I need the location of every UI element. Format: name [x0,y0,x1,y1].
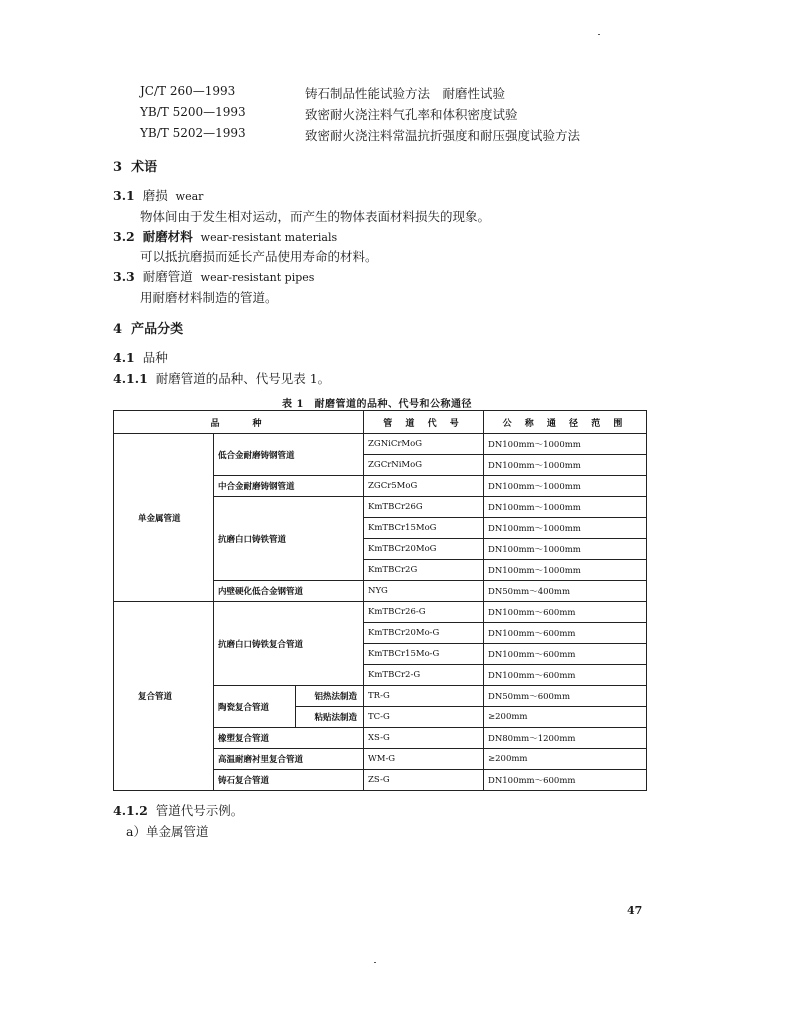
header-code: 管 道 代 号 [364,411,484,434]
table-row [114,602,647,623]
term-3-2-number: 3.2 [113,229,135,244]
dn-cell: DN100mm～600mm [484,644,647,665]
variety-nitrided: 内壁硬化低合金钢管道 [214,581,364,602]
variety-white-iron: 抗磨白口铸铁管道 [214,497,364,581]
list-item-a: a）单金属管道 [126,824,209,839]
scan-speck [374,962,376,963]
term-3-1-heading [113,186,203,204]
term-3-2-definition: 可以抵抗磨损而延长产品使用寿命的材料。 [140,249,378,264]
code-cell: KmTBCr20Mo-G [364,623,484,644]
section-4-1-2-text: 管道代号示例。 [155,803,244,818]
code-cell: NYG [364,581,484,602]
code-cell: WM-G [364,749,484,770]
scan-speck [598,34,600,35]
ceramic-sub-bonded: 粘贴法制造 [296,707,364,728]
class-composite: 复合管道 [114,602,214,791]
dn-cell: DN100mm～1000mm [484,434,647,455]
dn-cell: DN100mm～600mm [484,665,647,686]
variety-mid-alloy: 中合金耐磨铸钢管道 [214,476,364,497]
section-3-number: 3 [113,160,123,175]
table-caption: 表 1 耐磨管道的品种、代号和公称通径 [282,399,472,410]
dn-cell: ≥200mm [484,749,647,770]
section-3-title: 术语 [131,160,158,175]
dn-cell: DN50mm～600mm [484,686,647,707]
variety-cast-stone: 铸石复合管道 [214,770,364,791]
header-variety: 品 种 [114,411,364,434]
term-3-2-en: wear-resistant materials [200,231,338,244]
code-cell: ZGNiCrMoG [364,434,484,455]
table-header-row [114,411,647,434]
variety-rubber: 橡塑复合管道 [214,728,364,749]
term-3-1-definition: 物体间由于发生相对运动，而产生的物体表面材料损失的现象。 [140,209,491,224]
section-4-title: 产品分类 [131,322,184,337]
ceramic-sub-aluminothermic: 铝热法制造 [296,686,364,707]
pipe-variety-table [113,410,647,791]
ref-code-3: YB/T 5202—1993 [140,126,246,140]
dn-cell: DN100mm～1000mm [484,455,647,476]
section-4-1-number: 4.1 [113,350,135,365]
dn-cell: DN100mm～600mm [484,602,647,623]
ref-title-3: 致密耐火浇注料常温抗折强度和耐压强度试验方法 [305,128,581,143]
header-dn: 公 称 通 径 范 围 [484,411,647,434]
term-3-3-heading [113,267,314,285]
section-4-1-1-text: 耐磨管道的品种、代号见表 1。 [155,371,331,386]
ref-code-1: JC/T 260—1993 [140,84,236,98]
section-4-number: 4 [113,322,123,337]
ref-title-1: 铸石制品性能试验方法 耐磨性试验 [305,86,506,101]
section-4-heading [113,318,183,337]
section-4-1-title: 品种 [142,350,168,365]
variety-refractory: 高温耐磨衬里复合管道 [214,749,364,770]
code-cell: KmTBCr2-G [364,665,484,686]
term-3-3-definition: 用耐磨材料制造的管道。 [140,290,278,305]
section-4-1-1-number: 4.1.1 [113,371,148,386]
code-cell: TC-G [364,707,484,728]
term-3-3-number: 3.3 [113,269,135,284]
variety-low-alloy: 低合金耐磨铸钢管道 [214,434,364,476]
dn-cell: DN100mm～600mm [484,623,647,644]
dn-cell: DN50mm～400mm [484,581,647,602]
class-single-metal: 单金属管道 [114,434,214,602]
page-number: 47 [627,904,643,917]
dn-cell: DN100mm～1000mm [484,497,647,518]
section-4-1-1-heading [113,369,330,387]
code-cell: TR-G [364,686,484,707]
dn-cell: DN100mm～600mm [484,770,647,791]
code-cell: KmTBCr26-G [364,602,484,623]
dn-cell: DN100mm～1000mm [484,518,647,539]
ref-code-2: YB/T 5200—1993 [140,105,246,119]
term-3-3-term: 耐磨管道 [142,269,193,284]
code-cell: XS-G [364,728,484,749]
term-3-2-term: 耐磨材料 [142,229,193,244]
dn-cell: ≥200mm [484,707,647,728]
code-cell: KmTBCr26G [364,497,484,518]
dn-cell: DN80mm～1200mm [484,728,647,749]
code-cell: KmTBCr15MoG [364,518,484,539]
section-4-1-2-number: 4.1.2 [113,803,148,818]
code-cell: KmTBCr15Mo-G [364,644,484,665]
term-3-2-heading [113,227,337,245]
code-cell: KmTBCr2G [364,560,484,581]
code-cell: ZS-G [364,770,484,791]
term-3-1-number: 3.1 [113,188,135,203]
table-row [114,434,647,455]
code-cell: KmTBCr20MoG [364,539,484,560]
section-4-1-2-heading [113,801,243,819]
term-3-3-en: wear-resistant pipes [200,271,315,284]
code-cell: ZGCrNiMoG [364,455,484,476]
ref-title-2: 致密耐火浇注料气孔率和体积密度试验 [305,107,518,122]
dn-cell: DN100mm～1000mm [484,539,647,560]
code-cell: ZGCr5MoG [364,476,484,497]
variety-white-iron-composite: 抗磨白口铸铁复合管道 [214,602,364,686]
variety-ceramic: 陶瓷复合管道 [214,686,296,728]
section-4-1-heading [113,348,168,366]
term-3-1-term: 磨损 [142,188,168,203]
dn-cell: DN100mm～1000mm [484,476,647,497]
section-3-heading [113,156,157,175]
term-3-1-en: wear [175,190,204,203]
dn-cell: DN100mm～1000mm [484,560,647,581]
